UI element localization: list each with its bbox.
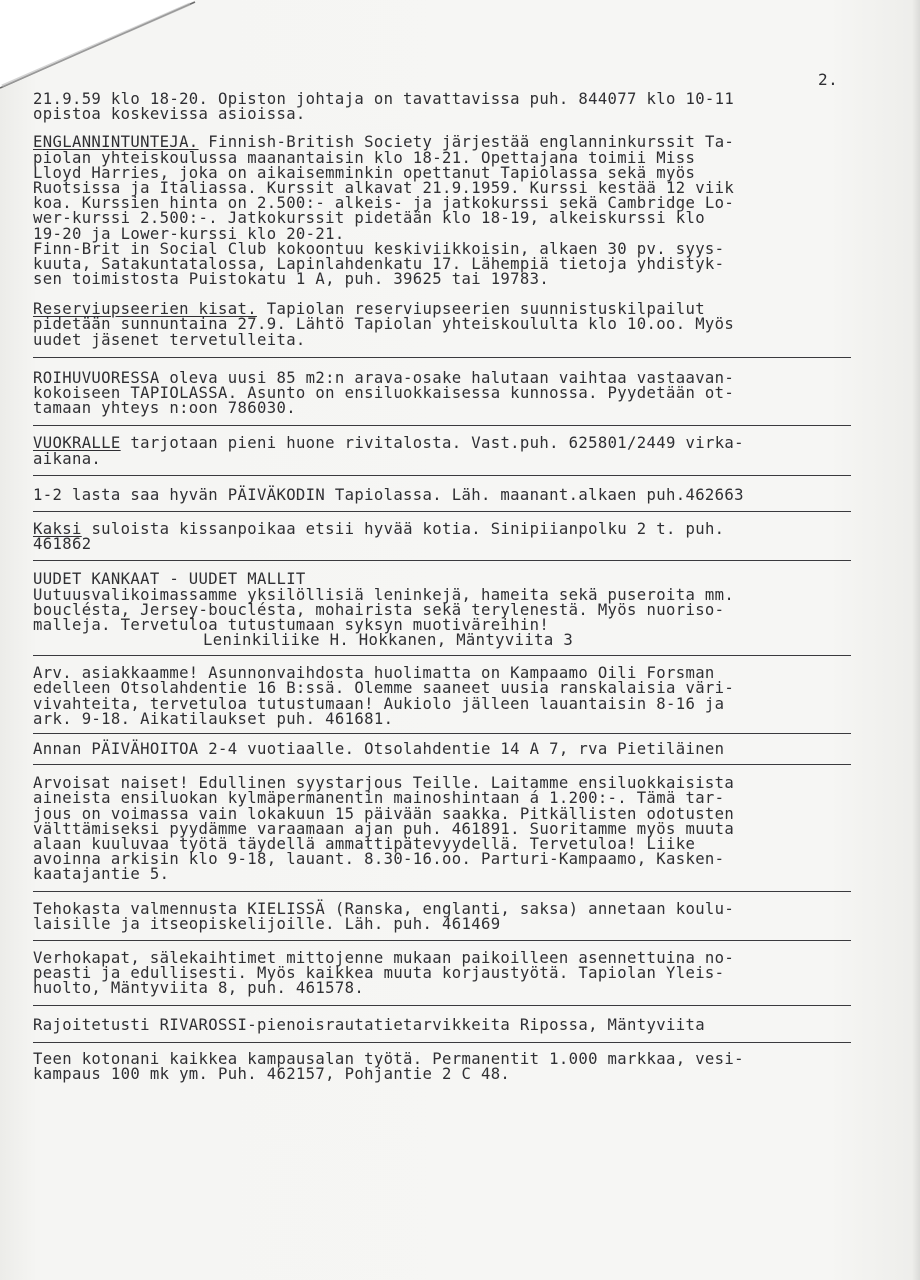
page-edge-shadow [912, 0, 920, 1280]
notice-line: 21.9.59 klo 18-20. Opiston johtaja on tavattavissa puh. 844077 klo 10-11 [33, 90, 735, 108]
notice-line: huolto, Mäntyviita 8, puh. 461578. [33, 979, 365, 998]
notice-line: UUDET KANKAAT - UUDET MALLIT [33, 570, 306, 589]
notice-kissanpoikaa [33, 519, 855, 554]
notice-rivarossi [33, 1018, 855, 1033]
notice-line: aineista ensiluokan kylmäpermanentin mainoshintaan á 1.200:-. Tämä tar- [33, 789, 725, 808]
notice-line: piolan yhteiskoulussa maanantaisin klo 18-21. Opettajana toimii Miss [33, 148, 696, 167]
notice-vuokralle [33, 436, 855, 466]
notice-line: Finn-Brit in Social Club kokoontuu keskiviikkoisin, alkaen 30 pv. syys- [33, 239, 725, 258]
separator-rule [33, 425, 851, 426]
separator-rule [33, 511, 851, 512]
notice-line: uudet jäsenet tervetulleita. [33, 330, 306, 349]
notice-line: Rajoitetusti RIVAROSSI-pienoisrautatietarvikkeita Ripossa, Mäntyviita [33, 1016, 705, 1035]
notice-englannintunteja [33, 135, 855, 287]
notice-reserviupseerien [33, 302, 855, 348]
page-number: 2. [818, 70, 839, 89]
notice-line: Reserviupseerien kisat. Tapiolan reserviupseerien suunnistuskilpailut [33, 300, 705, 319]
notice-heading: Reserviupseerien kisat. [33, 300, 257, 319]
notice-line: avoinna arkisin klo 9-18, lauant. 8.30-16.oo. Parturi-Kampaamo, Kasken- [33, 850, 725, 869]
notice-line: pidetään sunnuntaina 27.9. Lähtö Tapiolan yhteiskoululta klo 10.oo. Myös [33, 315, 735, 334]
notice-parturi [33, 776, 855, 882]
separator-rule [33, 764, 851, 765]
notice-line: 1-2 lasta saa hyvän PÄIVÄKODIN Tapiolassa. Läh. maanant.alkaen puh.462663 [33, 485, 744, 504]
notice-line: ENGLANNINTUNTEJA. Finnish-British Society järjestää englanninkurssit Ta- [33, 133, 735, 152]
notice-line: 19-20 ja Lower-kurssi klo 20-21. [33, 224, 345, 243]
notice-line: Tehokasta valmennusta KIELISSÄ (Ranska, englanti, saksa) annetaan koulu- [33, 899, 735, 918]
notice-line: kuuta, Satakuntatalossa, Lapinlahdenkatu 17. Lähempiä tietoja yhdistyk- [33, 254, 725, 273]
notice-kankaat [33, 572, 855, 648]
separator-rule [33, 357, 851, 358]
notice-line: ark. 9-18. Aikatilaukset puh. 461681. [33, 709, 394, 728]
separator-rule [33, 560, 851, 561]
notice-line: bouclésta, Jersey-bouclésta, mohairista sekä terylenestä. Myös nuoriso- [33, 600, 725, 619]
separator-rule [33, 1042, 851, 1043]
notice-verhokapat [33, 948, 855, 998]
notice-line: laisille ja itseopiskelijoille. Läh. puh. 461469 [33, 914, 501, 933]
notice-line: Ruotsissa ja Italiassa. Kurssit alkavat 21.9.1959. Kurssi kestää 12 viik [33, 178, 735, 197]
notice-line: kaatajantie 5. [33, 865, 170, 884]
separator-rule [33, 891, 851, 892]
notice-line: kokoiseen TAPIOLASSA. Asunto on ensiluokkaisessa kunnossa. Pyydetään ot- [33, 384, 735, 402]
separator-rule [33, 1005, 851, 1006]
notice-heading: ENGLANNINTUNTEJA. [33, 133, 199, 152]
notice-line: 461862 [33, 535, 92, 554]
notice-list [33, 86, 855, 1082]
notice-line: jous on voimassa vain lokakuun 15 päivään saakka. Pitkällisten odotusten [33, 804, 735, 823]
notice-line: edelleen Otsolahdentie 16 B:ssä. Olemme saaneet uusia ranskalaisia väri- [33, 679, 735, 698]
notice-line: opistoa koskevissa asioissa. [33, 105, 306, 124]
notice-kampausala [33, 1049, 855, 1083]
notice-line: Annan PÄIVÄHOITOA 2-4 vuotiaalle. Otsolahdentie 14 A 7, rva Pietiläinen [33, 740, 725, 758]
notice-roihuvuoressa [33, 368, 855, 418]
notice-line: alaan kuuluvaa työtä täydellä ammattipätevyydellä. Tervetuloa! Liike [33, 834, 696, 853]
notice-line: wer-kurssi 2.500:-. Jatkokurssit pidetään klo 18-19, alkeiskurssi klo [33, 209, 705, 228]
notice-line: vivahteita, tervetuloa tutustumaan! Aukiolo jälleen lauantaisin 8-16 ja [33, 694, 725, 713]
notice-line: Lloyd Harries, joka on aikaisemminkin opettanut Tapiolassa sekä myös [33, 163, 696, 182]
notice-line: peasti ja edullisesti. Myös kaikkea muuta korjaustyötä. Tapiolan Yleis- [33, 964, 725, 983]
separator-rule [33, 655, 851, 656]
notice-line: aikana. [33, 449, 102, 468]
notice-line: tamaan yhteys n:oon 786030. [33, 399, 296, 418]
notice-kampaamo [33, 666, 855, 727]
notice-signature: Leninkiliike H. Hokkanen, Mäntyviita 3 [203, 631, 574, 650]
notice-heading: Kaksi [33, 519, 82, 538]
notice-line: Arvoisat naiset! Edullinen syystarjous Teille. Laitamme ensiluokkaisista [33, 774, 735, 793]
notice-paivahoitoa [33, 742, 855, 757]
notice-line: ROIHUVUORESSA oleva uusi 85 m2:n arava-osake halutaan vaihtaa vastaavan- [33, 368, 735, 387]
notice-line: Verhokapat, sälekaihtimet mittojenne mukaan paikoilleen asennettuina no- [33, 948, 735, 967]
notice-line: välttämiseksi pyydämme varaamaan ajan puh. 461891. Suoritamme myös muuta [33, 819, 735, 838]
notice-line: Arv. asiakkaamme! Asunnonvaihdosta huolimatta on Kampaamo Oili Forsman [33, 664, 715, 683]
folded-corner-shadow [0, 0, 200, 95]
notice-kielissa [33, 899, 855, 933]
notice-line: koa. Kurssien hinta on 2.500:- alkeis- ja jatkokurssi sekä Cambridge Lo- [33, 194, 735, 213]
separator-rule [33, 940, 851, 941]
notice-line: sen toimistosta Puistokatu 1 A, puh. 39625 tai 19783. [33, 270, 550, 289]
notice-heading: VUOKRALLE [33, 434, 121, 453]
notice-line: Kaksi suloista kissanpoikaa etsii hyvää kotia. Sinipiianpolku 2 t. puh. [33, 519, 725, 538]
notice-line: Teen kotonani kaikkea kampausalan työtä. Permanentit 1.000 markkaa, vesi- [33, 1049, 744, 1068]
separator-rule [33, 475, 851, 476]
notice-paivakoti [33, 485, 855, 504]
notice-line: malleja. Tervetuloa tutustumaan syksyn muotiväreihin! [33, 615, 550, 634]
notice-line: kampaus 100 mk ym. Puh. 462157, Pohjantie 2 C 48. [33, 1064, 511, 1083]
notice-opisto [33, 92, 855, 122]
notice-line: Uutuusvalikoimassamme yksilöllisiä leninkejä, hameita sekä puseroita mm. [33, 585, 735, 604]
notice-line: VUOKRALLE tarjotaan pieni huone rivitalosta. Vast.puh. 625801/2449 virka- [33, 434, 744, 453]
separator-rule [33, 733, 851, 734]
